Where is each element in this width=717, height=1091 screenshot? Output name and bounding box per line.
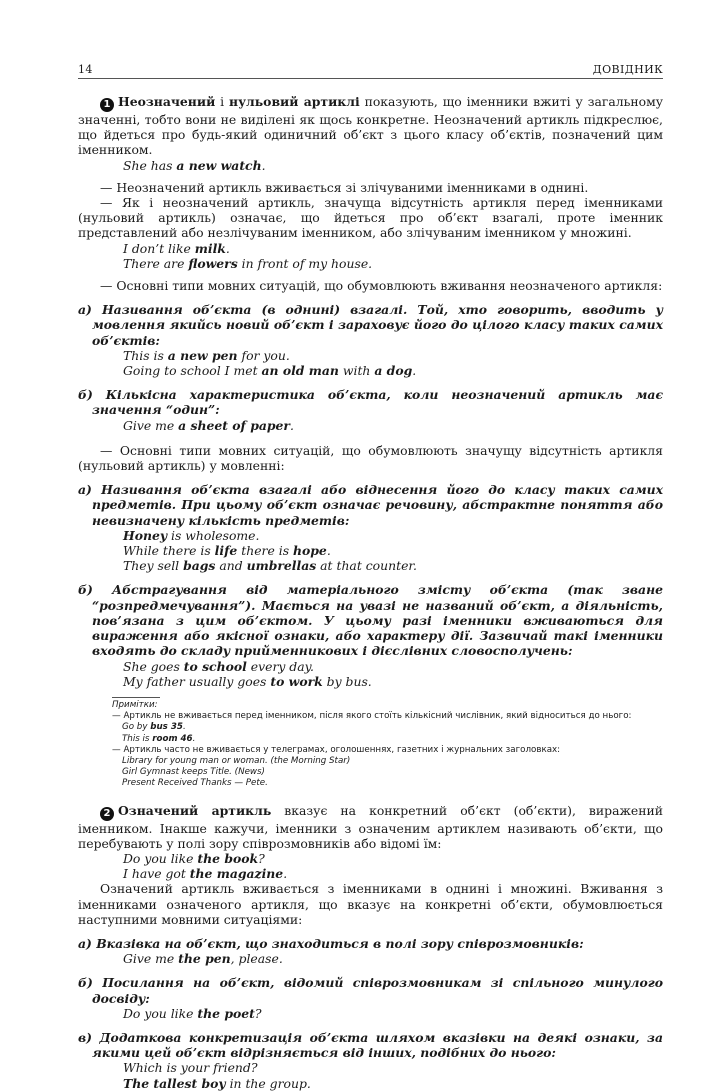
example-line: Honey is wholesome. bbox=[123, 527, 260, 543]
note-item: — Артикль не вживається перед іменником, після якого стоїть кількісний числівник, який відноситься до нього: bbox=[112, 711, 632, 722]
example-line: The tallest boy in the group. bbox=[123, 1075, 311, 1091]
subsection-heading: а) Вказівка на об’єкт, що знаходиться в полі зору співрозмовників: bbox=[78, 935, 584, 951]
note-example: Go by bus 35. bbox=[122, 722, 186, 733]
paragraph: — Як і неозначений артикль, значуща відсутність артикля перед іменниками (нульовий артикль) означає, що йдеться про об’єкт взагалі, проте іменник представлений або незлічуваним іменником, або злічуваним іменником у множині. bbox=[78, 195, 663, 241]
subsection-heading: а) Називання об’єкта взагалі або віднесення його до класу таких самих предметів. При цьому об’єкт означає речовину, абстрактне поняття або невизначену кількість предметів: bbox=[78, 482, 663, 528]
note-example: Present Received Thanks — Pete. bbox=[122, 778, 268, 789]
example-line: They sell bags and umbrellas at that counter. bbox=[123, 558, 417, 574]
example-line: Give me the pen, please. bbox=[123, 951, 283, 967]
running-title: ДОВІДНИК bbox=[592, 63, 663, 76]
example-line: Do you like the book? bbox=[123, 850, 265, 866]
note-example: Girl Gymnast keeps Title. (News) bbox=[122, 767, 265, 778]
example-line: I don’t like milk. bbox=[123, 240, 230, 256]
notes-divider bbox=[112, 697, 160, 698]
paragraph: — Основні типи мовних ситуацій, що обумовлюють значущу відсутність артикля (нульовий артикль) у мовленні: bbox=[78, 442, 663, 474]
s2-intro: 2 Означений артикль вказує на конкретний об’єкт (об’єкти), виражений іменником. Інакше кажучи, іменники з означеним артиклем називають об’єкти, що перебувають у полі зору співрозмовників або відомі їм: bbox=[78, 802, 663, 851]
number-two-marker-icon: 2 bbox=[100, 807, 114, 821]
subsection-heading: б) Абстрагування від матеріального змісту об’єкта (так зване “розпредмечування”). Мається на увазі не названий об’єкт, а діяльність, пов’язана з цим об’єктом. У цьому разі іменники вживаються для вираження або якісної ознаки, або характеру дії. Зазвичай такі іменники входять до складу прийменникових і дієслівних словосполучень: bbox=[78, 582, 663, 659]
number-one-marker-icon: 1 bbox=[100, 98, 114, 112]
example-line: I have got the magazine. bbox=[123, 866, 288, 882]
example-line: She has a new watch. bbox=[123, 157, 266, 173]
example-line: Going to school I met an old man with a dog. bbox=[123, 363, 417, 379]
example-line: Give me a sheet of paper. bbox=[123, 417, 294, 433]
book-page bbox=[78, 60, 663, 1091]
example-line: This is a new pen for you. bbox=[123, 347, 290, 363]
subsection-heading: б) Кількісна характеристика об’єкта, коли неозначений артикль має значення “один”: bbox=[78, 387, 663, 418]
example-line: My father usually goes to work by bus. bbox=[123, 673, 372, 689]
subsection-heading: а) Називання об’єкта (в однині) взагалі. Той, хто говорить, вводить у мовлення якийсь новий об’єкт і зараховує його до цілого класу таких самих об’єктів: bbox=[78, 302, 663, 348]
example-line: Which is your friend? bbox=[123, 1060, 258, 1076]
example-line: While there is life there is hope. bbox=[123, 543, 331, 559]
paragraph: — Неозначений артикль вживається зі злічуваними іменниками в однині. bbox=[100, 179, 589, 195]
example-line: There are flowers in front of my house. bbox=[123, 255, 373, 271]
note-item: — Артикль часто не вживається у телеграмах, оголошеннях, газетних і журнальних заголовках: bbox=[112, 744, 561, 755]
subsection-heading: б) Посилання на об’єкт, відомий співрозмовникам зі спільного минулого досвіду: bbox=[78, 975, 663, 1006]
example-line: She goes to school every day. bbox=[123, 658, 314, 674]
paragraph: — Основні типи мовних ситуацій, що обумовлюють вживання неозначеного артикля: bbox=[100, 278, 663, 294]
subsection-heading: в) Додаткова конкретизація об’єкта шляхом вказівки на деякі ознаки, за якими цей об’єкт відрізняється від інших, подібних до нього: bbox=[78, 1029, 663, 1061]
paragraph: Означений артикль вживається з іменниками в однині і множині. Вживання з іменниками означеного артикля, що вказує на конкретні об’єкти, обумовлюється наступними мовними ситуаціями: bbox=[78, 881, 663, 927]
s1-intro: 1 Неозначений і нульовий артиклі показують, що іменники вжиті у загальному значенні, тобто вони не виділені як щось конкретне. Неозначений артикль підкреслює, що йдеться про будь-який одиничний об’єкт з цього класу об’єктів, позначений цим іменником. bbox=[78, 94, 664, 158]
note-example: This is room 46. bbox=[122, 733, 196, 744]
note-example: Library for young man or woman. (the Morning Star) bbox=[122, 755, 351, 766]
running-header bbox=[78, 60, 663, 79]
notes-block bbox=[78, 697, 663, 790]
page-body bbox=[78, 94, 663, 1091]
page-number: 14 bbox=[78, 63, 93, 76]
example-line: Do you like the poet? bbox=[123, 1005, 262, 1021]
notes-title: Примітки: bbox=[112, 699, 158, 710]
